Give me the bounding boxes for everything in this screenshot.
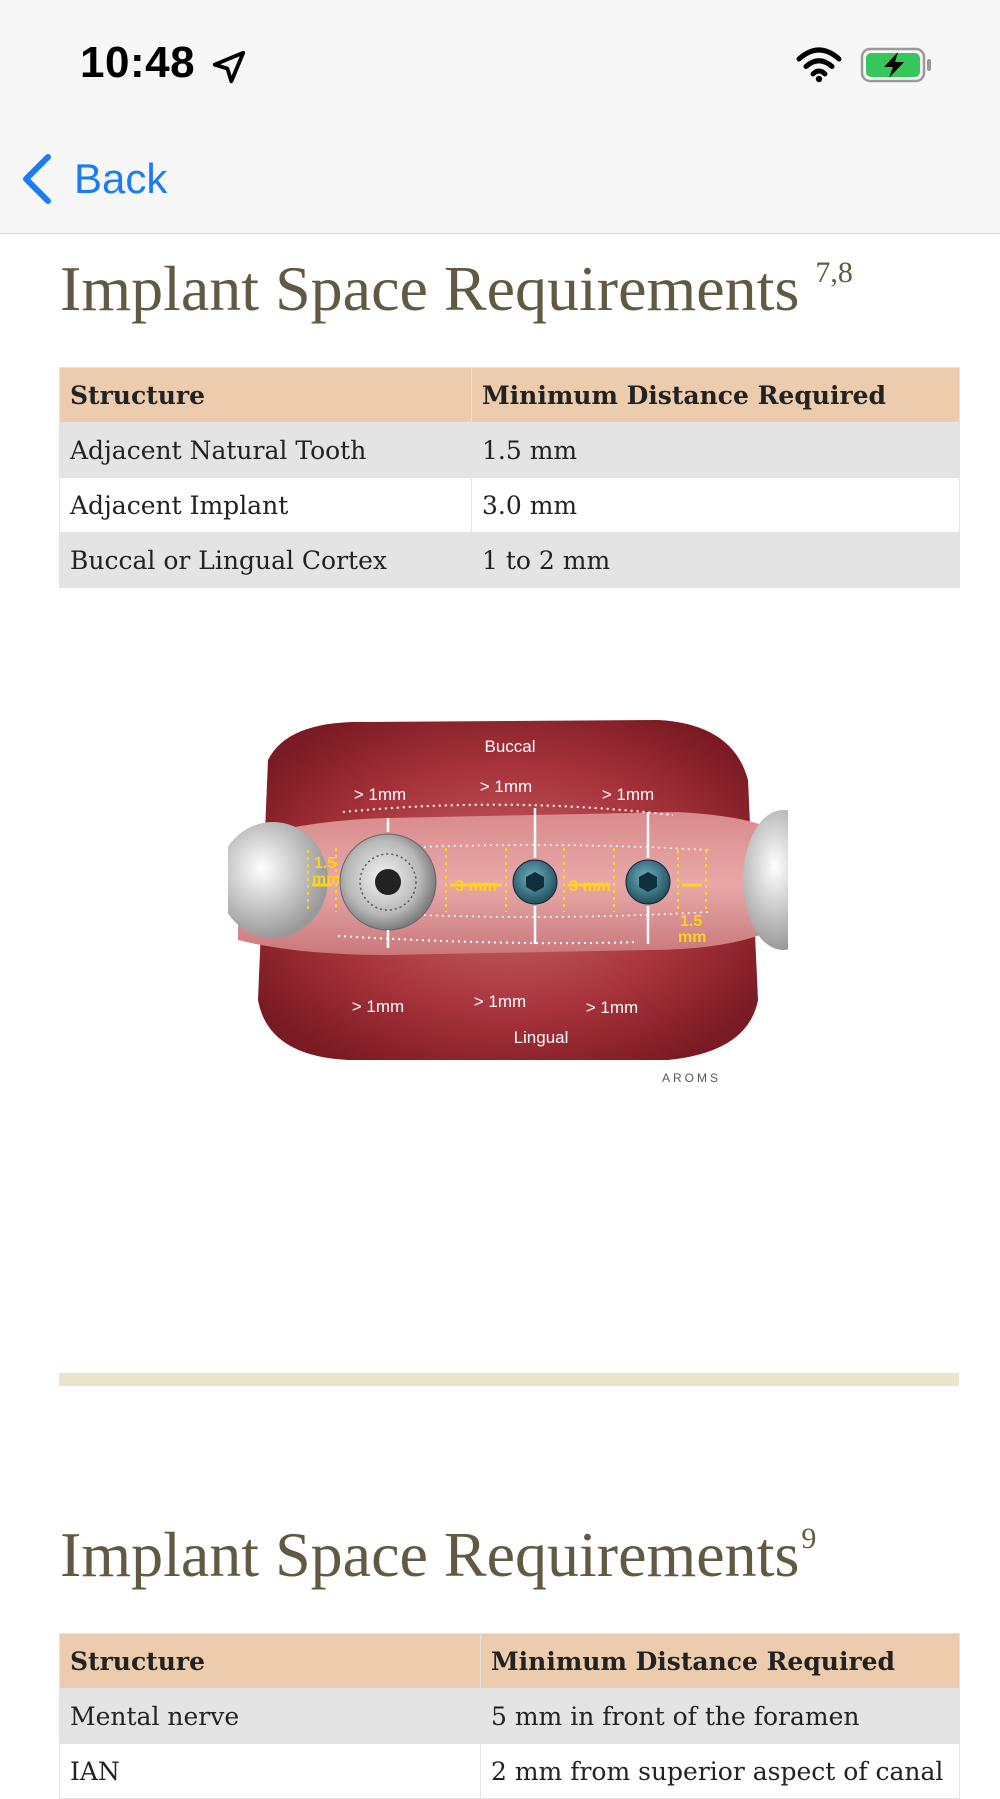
label-lingual-gap-3: > 1mm xyxy=(585,998,639,1017)
section-title-implant-space-1 xyxy=(60,252,853,326)
label-three-mm-1: 3 mm xyxy=(455,878,497,895)
column-header-distance: Minimum Distance Required xyxy=(481,1634,960,1689)
table-cell-structure: Adjacent Natural Tooth xyxy=(60,423,472,478)
column-header-structure: Structure xyxy=(60,1634,481,1689)
brand-watermark: AROMS xyxy=(662,1071,722,1085)
table-cell-distance: 3.0 mm xyxy=(472,478,960,533)
back-label: Back xyxy=(74,155,168,202)
table-cell-structure: Buccal or Lingual Cortex xyxy=(60,533,472,588)
label-lingual: Lingual xyxy=(513,1028,569,1047)
label-one-five-right: 1.5 xyxy=(680,913,703,930)
table-cell-structure: Adjacent Implant xyxy=(60,478,472,533)
label-lingual-gap-2: > 1mm xyxy=(473,992,527,1011)
column-header-distance: Minimum Distance Required xyxy=(472,368,960,423)
table-row xyxy=(60,423,960,478)
requirements-table-1 xyxy=(59,367,960,588)
requirements-table-2 xyxy=(59,1633,960,1799)
table-cell-structure: IAN xyxy=(60,1744,481,1799)
chevron-left-icon xyxy=(20,153,56,205)
table-row xyxy=(60,478,960,533)
label-mm-right: mm xyxy=(678,929,707,946)
section-divider xyxy=(59,1373,959,1386)
table-cell-distance: 2 mm from superior aspect of canal xyxy=(481,1744,960,1799)
table-cell-distance: 1 to 2 mm xyxy=(472,533,960,588)
label-lingual-gap-1: > 1mm xyxy=(351,997,405,1016)
citation-superscript: 7,8 xyxy=(815,256,853,289)
table-row xyxy=(60,1689,960,1744)
label-buccal-gap-2: > 1mm xyxy=(479,777,533,796)
section-title-text: Implant Space Requirements xyxy=(60,1519,800,1590)
column-header-structure: Structure xyxy=(60,368,472,423)
label-mm-left: mm xyxy=(312,871,341,888)
status-time: 10:48 xyxy=(80,38,196,87)
implant-spacing-illustration xyxy=(228,700,788,1100)
table-header-row xyxy=(60,1634,960,1689)
table-cell-structure: Mental nerve xyxy=(60,1689,481,1744)
table-cell-distance: 5 mm in front of the foramen xyxy=(481,1689,960,1744)
label-buccal-gap-1: > 1mm xyxy=(353,785,407,804)
table-header-row xyxy=(60,368,960,423)
label-three-mm-2: 3 mm xyxy=(569,878,611,895)
label-buccal-gap-3: > 1mm xyxy=(601,785,655,804)
table-cell-distance: 1.5 mm xyxy=(472,423,960,478)
citation-superscript: 9 xyxy=(801,1522,817,1555)
wifi-icon xyxy=(796,47,842,83)
section-title-text: Implant Space Requirements xyxy=(60,253,816,324)
back-button[interactable] xyxy=(20,150,167,208)
label-one-five-left: 1.5 xyxy=(314,855,337,872)
navigation-bar xyxy=(0,0,1000,234)
label-buccal: Buccal xyxy=(484,737,536,756)
battery-charging-icon xyxy=(860,46,934,84)
implant-spacing-diagram xyxy=(228,700,788,1100)
section-title-implant-space-2 xyxy=(60,1518,816,1592)
location-arrow-icon xyxy=(210,48,248,86)
table-row xyxy=(60,533,960,588)
table-row xyxy=(60,1744,960,1799)
